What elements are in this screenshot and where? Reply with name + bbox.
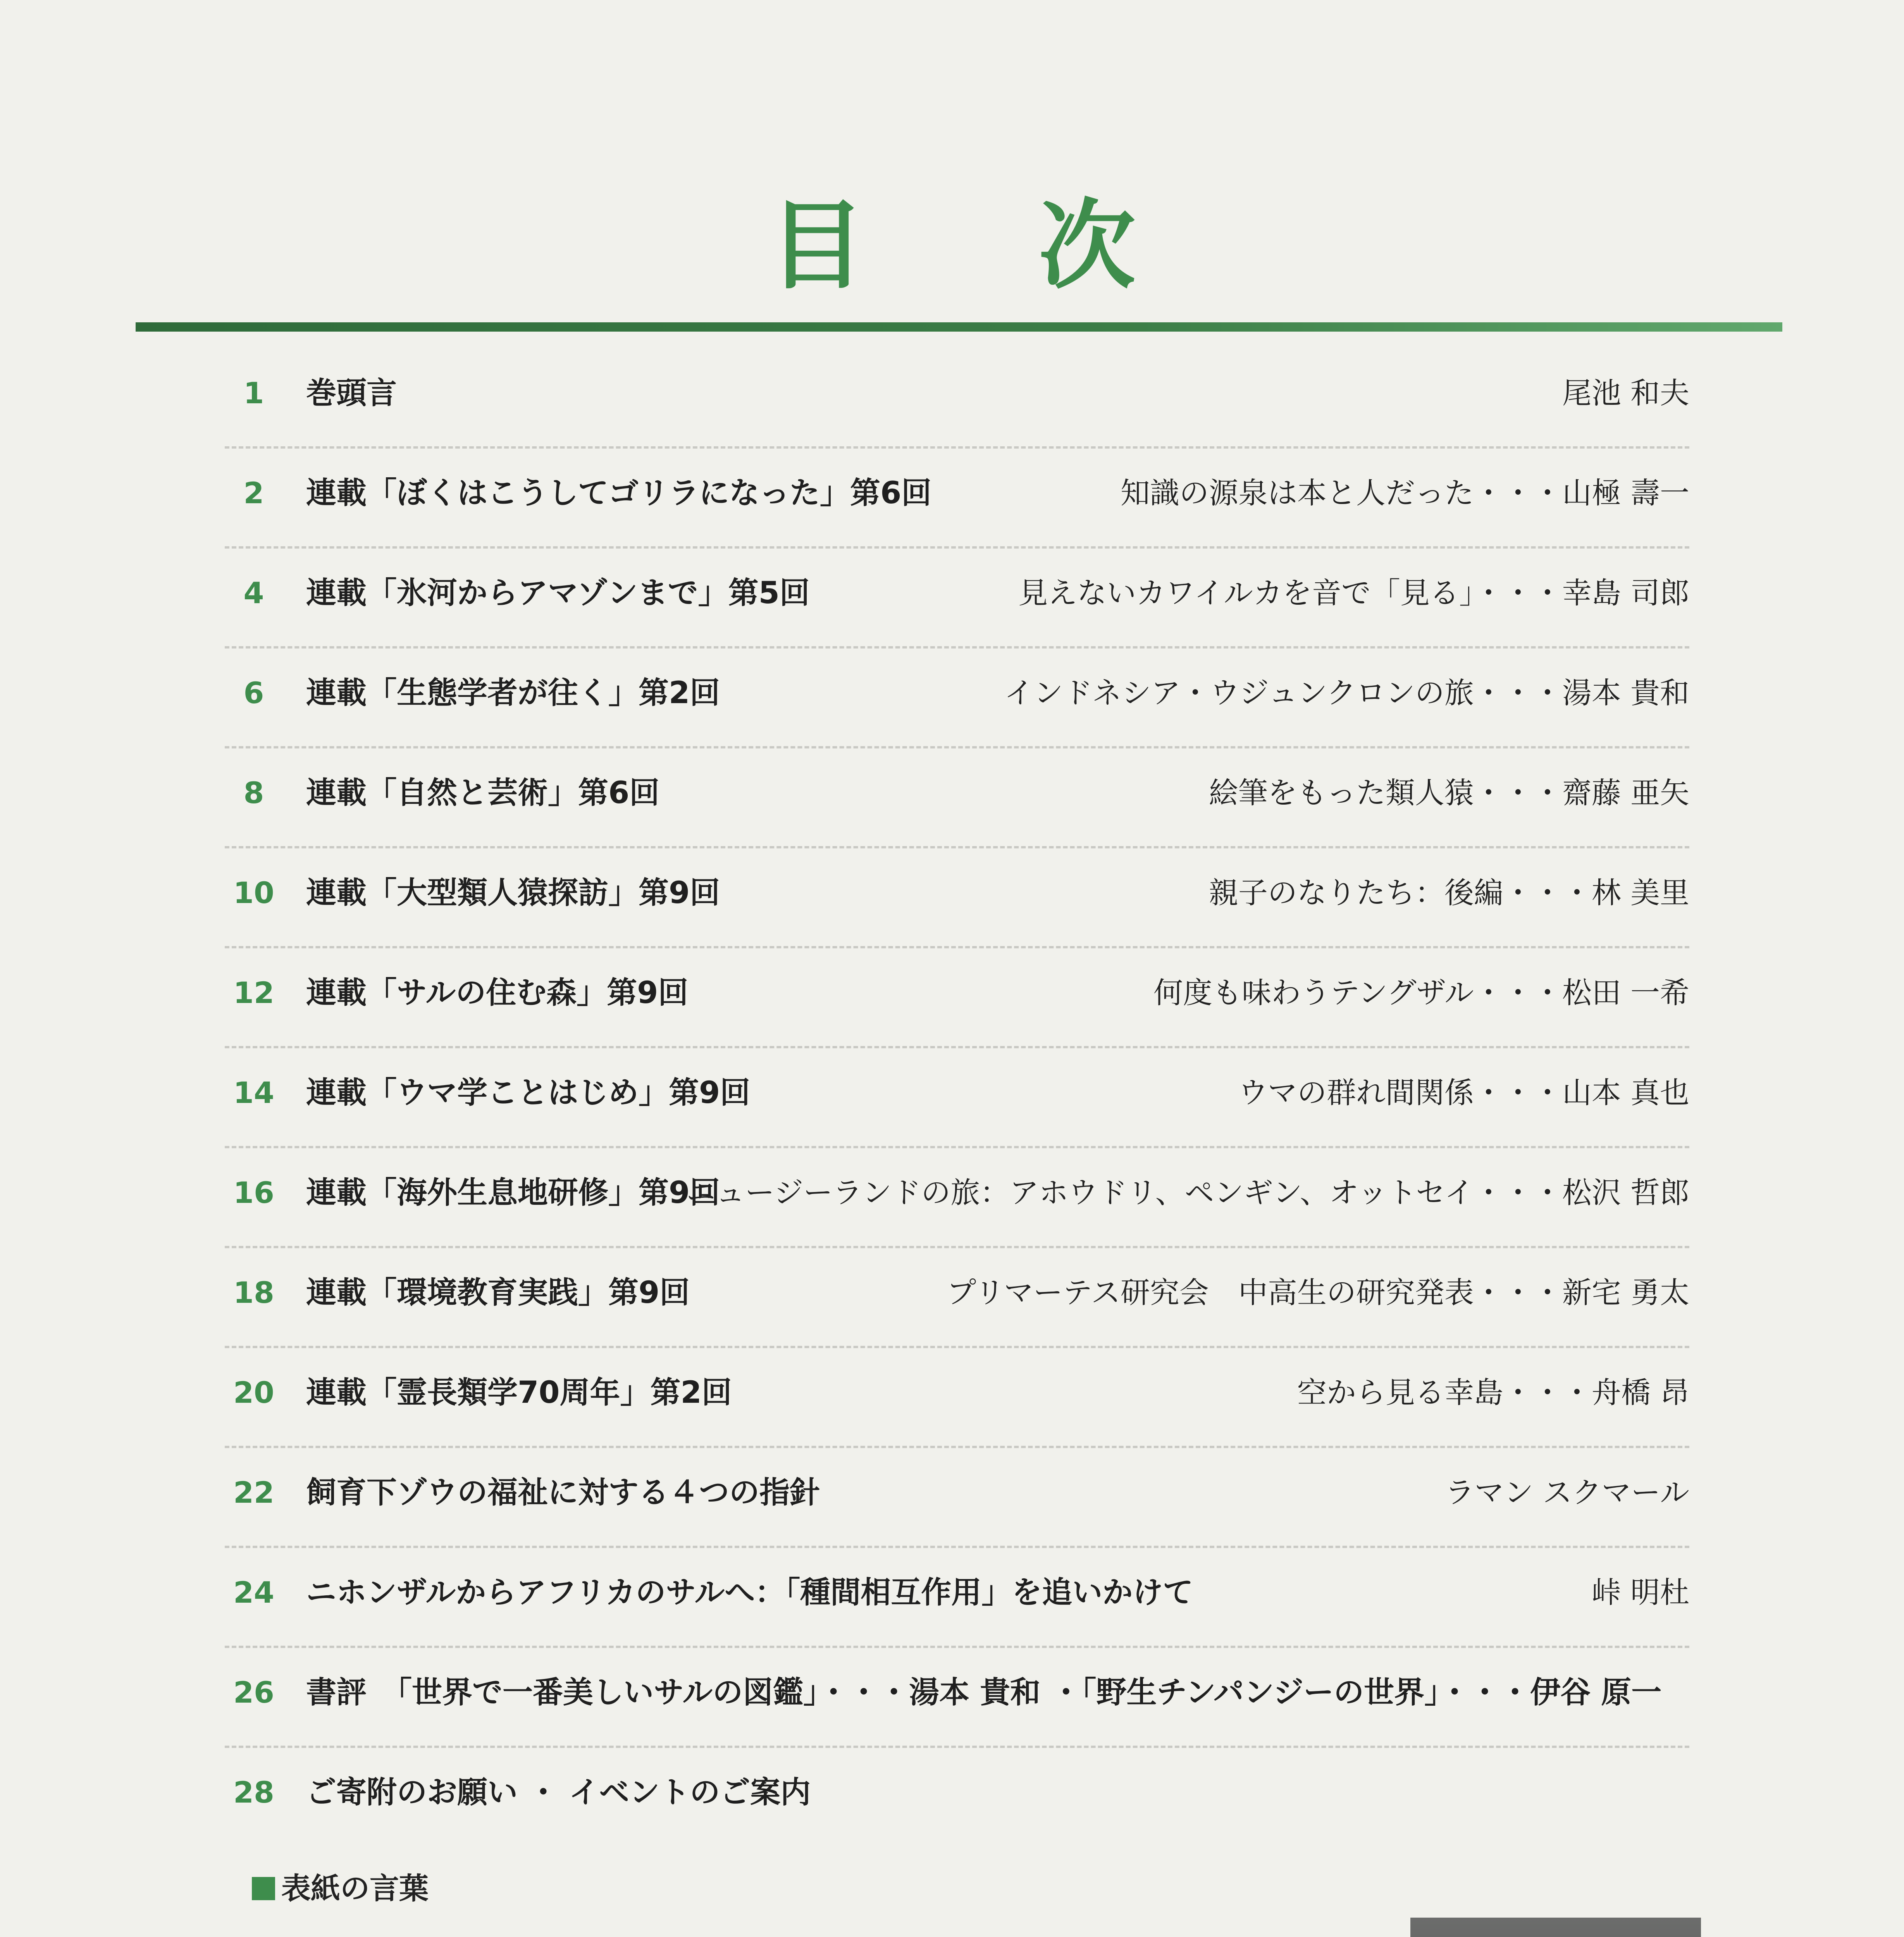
title-underline: [136, 322, 1782, 332]
toc-page-number: 24: [233, 1575, 274, 1610]
toc-title: ニホンザルからアフリカのサルへ：「種間相互作用」を追いかけて: [306, 1575, 1193, 1610]
toc-page-number: 10: [233, 876, 274, 910]
toc-page-number: 8: [243, 776, 264, 810]
cover-heading-label: 表紙の言葉: [281, 1871, 429, 1906]
toc-author: ウマの群れ間関係・・・山本 真也: [1238, 1075, 1689, 1110]
toc-row: [225, 1148, 1689, 1248]
toc-author: 親子のなりたち：後編・・・林 美里: [1209, 876, 1689, 910]
toc-author: プリマーテス研究会 中高生の研究発表・・・新宅 勇太: [947, 1275, 1689, 1310]
toc-title: 連載「サルの住む森」第9回: [306, 975, 689, 1010]
toc-row: [225, 1048, 1689, 1148]
toc-author: インドネシア・ウジュンクロンの旅・・・湯本 貴和: [1004, 676, 1689, 710]
toc-page-number: 22: [233, 1475, 274, 1510]
toc-author: 峠 明杜: [1591, 1575, 1689, 1610]
toc-page-number: 12: [233, 975, 274, 1010]
toc-page-number: 14: [233, 1075, 274, 1110]
toc-title: 連載「霊長類学70周年」第2回: [306, 1375, 732, 1410]
toc-row: [225, 649, 1689, 748]
toc-row: [225, 1648, 1689, 1748]
toc-title: 連載「生態学者が往く」第2回: [306, 676, 720, 710]
toc-row: [225, 1248, 1689, 1348]
toc-page-number: 28: [233, 1775, 274, 1810]
table-of-contents: [225, 349, 1689, 1848]
toc-page-number: 26: [233, 1675, 274, 1710]
toc-page-number: 4: [243, 576, 264, 610]
toc-row: [225, 449, 1689, 549]
toc-title: 巻頭言: [306, 376, 397, 411]
square-bullet-icon: [252, 1877, 275, 1900]
toc-row: [225, 1448, 1689, 1548]
toc-author: 知識の源泉は本と人だった・・・山極 壽一: [1120, 476, 1689, 510]
toc-author: 見えないカワイルカを音で「見る」・・・幸島 司郎: [1018, 576, 1689, 610]
author-photo: [1410, 1918, 1701, 1937]
toc-row: [225, 748, 1689, 848]
page-title: 目 次: [768, 189, 1205, 302]
toc-title: 連載「大型類人猿探訪」第9回: [306, 876, 720, 910]
toc-page-number: 2: [243, 476, 264, 510]
toc-page-number: 20: [233, 1375, 274, 1410]
toc-title: 連載「ウマ学ことはじめ」第9回: [306, 1075, 751, 1110]
toc-author: 尾池 和夫: [1562, 376, 1689, 410]
toc-title: 書評 「世界で一番美しいサルの図鑑」・・・湯本 貴和 ・「野生チンパンジーの世界」・・・伊谷 原一: [306, 1675, 1662, 1710]
toc-author: ラマン スクマール: [1445, 1475, 1689, 1510]
cover-heading: [252, 1867, 429, 1910]
toc-row: [225, 848, 1689, 948]
toc-author: 絵筆をもった類人猿・・・齋藤 亜矢: [1209, 776, 1689, 810]
toc-author: 何度も味わうテングザル・・・松田 一希: [1153, 975, 1689, 1010]
toc-title: 連載「ぼくはこうしてゴリラになった」第6回: [306, 476, 932, 511]
toc-row: [225, 1548, 1689, 1648]
toc-title: 飼育下ゾウの福祉に対する４つの指針: [306, 1475, 820, 1510]
toc-title: 連載「環境教育実践」第9回: [306, 1275, 690, 1310]
toc-row: [225, 349, 1689, 449]
toc-title: ご寄附のお願い ・ イベントのご案内: [306, 1775, 811, 1810]
toc-author: ニュージーランドの旅：アホウドリ、ペンギン、オットセイ・・・松沢 哲郎: [686, 1175, 1689, 1210]
toc-row: [225, 549, 1689, 649]
toc-title: 連載「海外生息地研修」第9回: [306, 1175, 720, 1210]
toc-page-number: 6: [243, 676, 264, 710]
toc-row: [225, 948, 1689, 1048]
toc-row: [225, 1748, 1689, 1848]
toc-author: 空から見る幸島・・・舟橋 昂: [1297, 1375, 1689, 1410]
toc-row: [225, 1348, 1689, 1448]
toc-title: 連載「氷河からアマゾンまで」第5回: [306, 576, 810, 611]
toc-title: 連載「自然と芸術」第6回: [306, 776, 660, 810]
toc-page-number: 18: [233, 1275, 274, 1310]
toc-page-number: 1: [243, 376, 264, 410]
toc-page-number: 16: [233, 1175, 274, 1210]
